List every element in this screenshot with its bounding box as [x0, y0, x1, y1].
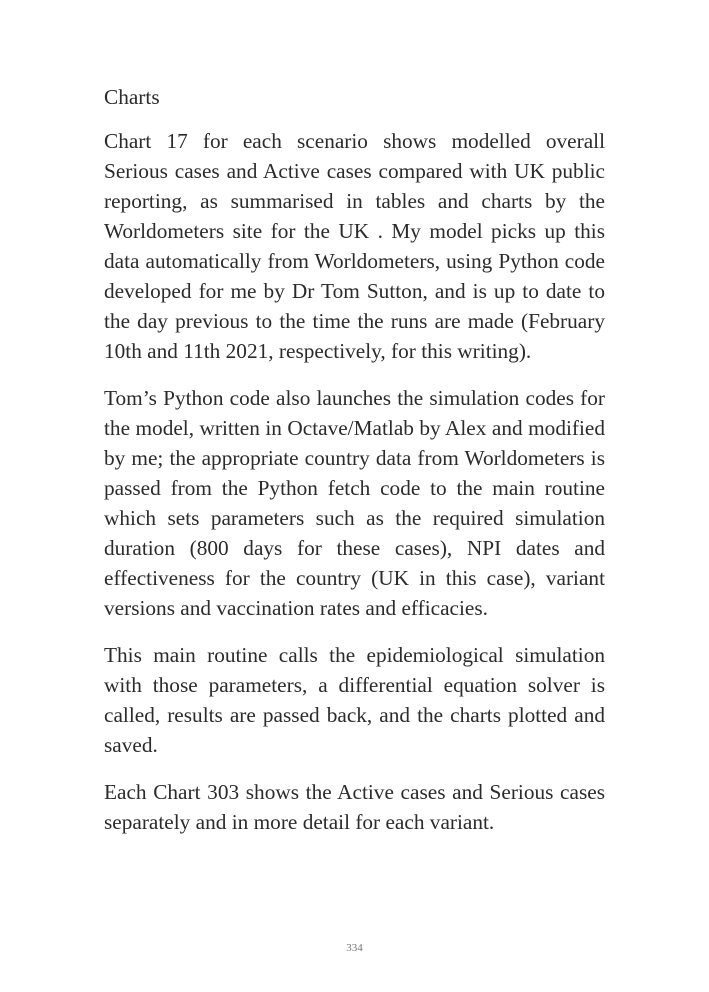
paragraph-python-code: Tom’s Python code also launches the simulation codes for the model, written in Octave/Matlab by Alex and modified by me; the appropriate country data from Worldometers is passed from the Python fetch code to the main routine which sets parameters such as the required simulation duration (800 days for these cases), NPI dates and effectiveness for the country (UK in this case), variant versions and vaccination rates and efficacies. — [104, 386, 605, 620]
section-heading: Charts — [104, 85, 160, 109]
paragraph-main-routine: This main routine calls the epidemiological simulation with those parameters, a differential equation solver is called, results are passed back, and the charts plotted and saved. — [104, 643, 605, 757]
paragraph-chart-303: Each Chart 303 shows the Active cases and Serious cases separately and in more detail for each variant. — [104, 780, 605, 834]
page-content — [104, 82, 605, 854]
paragraph-chart-17: Chart 17 for each scenario shows modelled overall Serious cases and Active cases compared with UK public reporting, as summarised in tables and charts by the Worldometers site for the UK . My model picks up this data automatically from Worldometers, using Python code developed for me by Dr Tom Sutton, and is up to date to the day previous to the time the runs are made (February 10th and 11th 2021, respectively, for this writing). — [104, 129, 605, 363]
page-number: 334 — [346, 942, 363, 954]
